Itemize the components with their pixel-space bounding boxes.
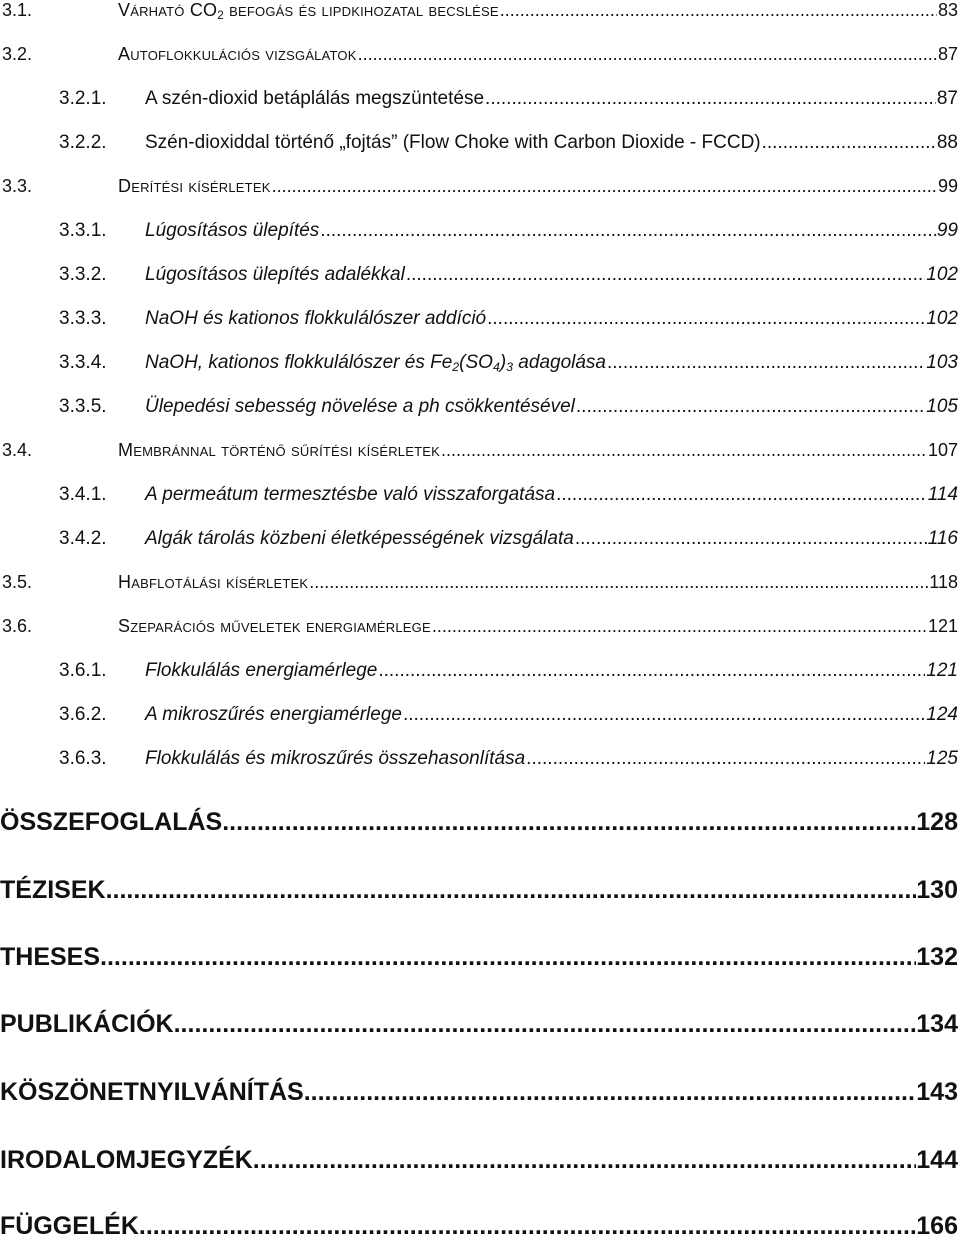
- toc-number: 3.1.: [2, 0, 33, 20]
- toc-page: 99: [937, 176, 958, 196]
- toc-title: PUBLIKÁCIÓK: [0, 1010, 174, 1038]
- toc-page: 88: [936, 132, 958, 153]
- toc-page: 87: [936, 88, 958, 109]
- toc-page: 124: [926, 704, 958, 725]
- toc-entry-3-3-1[interactable]: [0, 220, 958, 242]
- toc-chapter-theses-hu[interactable]: [0, 876, 958, 905]
- toc-title: Membránnal történő sűrítési kísérletek: [118, 440, 440, 460]
- dot-leader: [403, 704, 925, 726]
- toc-entry-3-6-1[interactable]: [0, 660, 958, 682]
- toc-entry-3-3[interactable]: [0, 176, 958, 197]
- toc-number: 3.4.1.: [59, 484, 107, 505]
- toc-entry-3-5[interactable]: [0, 572, 958, 593]
- dot-leader: [320, 220, 936, 242]
- toc-title: Várható $CO_2$ befogás és lipdkihozatal becslése: [118, 0, 499, 22]
- dot-leader: [358, 44, 937, 65]
- toc-page: 118: [929, 572, 958, 592]
- toc-title: Lúgosításos ülepítés adalékkal: [145, 264, 405, 285]
- toc-title: NaOH, kationos flokkulálószer és $Fe_2(SO_4)_3$ adagolása: [145, 352, 606, 374]
- toc-entry-3-3-2[interactable]: [0, 264, 958, 286]
- toc-entry-3-2-1[interactable]: [0, 88, 958, 110]
- toc-chapter-appendix[interactable]: [0, 1212, 958, 1241]
- dot-leader: [272, 176, 937, 197]
- toc-title: ÖSSZEFOGLALÁS: [0, 808, 223, 836]
- toc-title: Derítési kísérletek: [118, 176, 271, 196]
- toc-title: Szeparációs műveletek energiamérlege: [118, 616, 431, 636]
- toc-title: Habflotálási kísérletek: [118, 572, 309, 592]
- toc-number: 3.3.2.: [59, 264, 107, 285]
- toc-page: 102: [926, 308, 958, 329]
- toc-page: 99: [936, 220, 958, 241]
- toc-entry-3-4-2[interactable]: [0, 528, 958, 550]
- toc-entry-3-4-1[interactable]: [0, 484, 958, 506]
- toc-title: Algák tárolás közbeni életképességének vizsgálata: [145, 528, 574, 549]
- toc-entry-3-2-2[interactable]: [0, 132, 958, 154]
- toc-number: 3.6.: [2, 616, 33, 636]
- toc-entry-3-1[interactable]: [0, 0, 958, 21]
- toc-number: 3.2.: [2, 44, 33, 64]
- dot-leader: [500, 0, 937, 21]
- dot-leader: [406, 264, 925, 286]
- toc-page: 166: [916, 1212, 958, 1240]
- dot-leader: [222, 808, 916, 837]
- toc-title: A szén-dioxid betáplálás megszüntetése: [145, 88, 485, 109]
- toc-number: 3.2.2.: [59, 132, 107, 153]
- toc-title: IRODALOMJEGYZÉK: [0, 1146, 253, 1174]
- toc-chapter-theses-en[interactable]: [0, 943, 958, 972]
- toc-title: Flokkulálás és mikroszűrés összehasonlítása: [145, 748, 526, 769]
- toc-number: 3.6.3.: [59, 748, 107, 769]
- toc-page: 102: [926, 264, 958, 285]
- toc-entry-3-3-3[interactable]: [0, 308, 958, 330]
- dot-leader: [378, 660, 925, 682]
- toc-page: 125: [926, 748, 958, 769]
- dot-leader: [304, 1078, 917, 1107]
- toc-title: Lúgosításos ülepítés: [145, 220, 320, 241]
- toc-title: Autoflokkulációs vizsgálatok: [118, 44, 357, 64]
- dot-leader: [556, 484, 927, 506]
- toc-title: Szén-dioxiddal történő „fojtás” (Flow Choke with Carbon Dioxide - FCCD): [145, 132, 761, 153]
- toc-entry-3-2[interactable]: [0, 44, 958, 65]
- dot-leader: [309, 572, 928, 593]
- toc-entry-3-6[interactable]: [0, 616, 958, 637]
- dot-leader: [526, 748, 925, 770]
- toc-entry-3-3-5[interactable]: [0, 396, 958, 418]
- toc-number: 3.3.: [2, 176, 33, 196]
- toc-number: 3.6.1.: [59, 660, 107, 681]
- toc-number: 3.3.1.: [59, 220, 107, 241]
- toc-title: NaOH és kationos flokkulálószer addíció: [145, 308, 487, 329]
- toc-page: 132: [916, 943, 958, 971]
- toc-page: 87: [937, 44, 958, 64]
- toc-number: 3.2.1.: [59, 88, 107, 109]
- dot-leader: [174, 1010, 917, 1039]
- toc-number: 3.4.2.: [59, 528, 107, 549]
- dot-leader: [575, 528, 927, 550]
- dot-leader: [432, 616, 927, 637]
- toc-page: 107: [927, 440, 958, 460]
- dot-leader: [485, 88, 936, 110]
- dot-leader: [607, 352, 925, 374]
- dot-leader: [762, 132, 936, 154]
- toc-title: Ülepedési sebesség növelése a ph csökkentésével: [145, 396, 575, 417]
- toc-entry-3-4[interactable]: [0, 440, 958, 461]
- toc-entry-3-6-3[interactable]: [0, 748, 958, 770]
- toc-page: 144: [916, 1146, 958, 1174]
- toc-chapter-acknowledgements[interactable]: [0, 1078, 958, 1107]
- dot-leader: [139, 1212, 916, 1241]
- toc-page: 83: [937, 0, 958, 20]
- toc-entry-3-6-2[interactable]: [0, 704, 958, 726]
- toc-page: 103: [926, 352, 958, 373]
- toc-page: 105: [926, 396, 958, 417]
- toc-page: 121: [926, 660, 958, 681]
- toc-title: A mikroszűrés energiamérlege: [145, 704, 402, 725]
- toc-title: KÖSZÖNETNYILVÁNÍTÁS: [0, 1078, 304, 1106]
- toc-page: 130: [916, 876, 958, 904]
- toc-number: 3.3.5.: [59, 396, 107, 417]
- toc-page: 121: [927, 616, 958, 636]
- toc-entry-3-3-4[interactable]: [0, 352, 958, 374]
- toc-chapter-summary[interactable]: [0, 808, 958, 837]
- dot-leader: [100, 943, 916, 972]
- toc-page: 116: [927, 528, 958, 549]
- toc-page: 134: [916, 1010, 958, 1038]
- toc-page: 114: [927, 484, 958, 505]
- toc-page: 128: [916, 808, 958, 836]
- dot-leader: [487, 308, 925, 330]
- toc-title: TÉZISEK: [0, 876, 106, 904]
- toc-title: A permeátum termesztésbe való visszaforgatása: [145, 484, 556, 505]
- toc-page: 143: [916, 1078, 958, 1106]
- dot-leader: [253, 1146, 916, 1175]
- dot-leader: [576, 396, 925, 418]
- dot-leader: [441, 440, 927, 461]
- toc-chapter-references[interactable]: [0, 1146, 958, 1175]
- toc-number: 3.6.2.: [59, 704, 107, 725]
- toc-number: 3.3.3.: [59, 308, 107, 329]
- toc-number: 3.3.4.: [59, 352, 107, 373]
- dot-leader: [106, 876, 917, 905]
- toc-chapter-publications[interactable]: [0, 1010, 958, 1039]
- toc-number: 3.4.: [2, 440, 33, 460]
- toc-title: FÜGGELÉK: [0, 1212, 139, 1240]
- toc-title: Flokkulálás energiamérlege: [145, 660, 378, 681]
- toc-title: THESES: [0, 943, 101, 971]
- toc-number: 3.5.: [2, 572, 33, 592]
